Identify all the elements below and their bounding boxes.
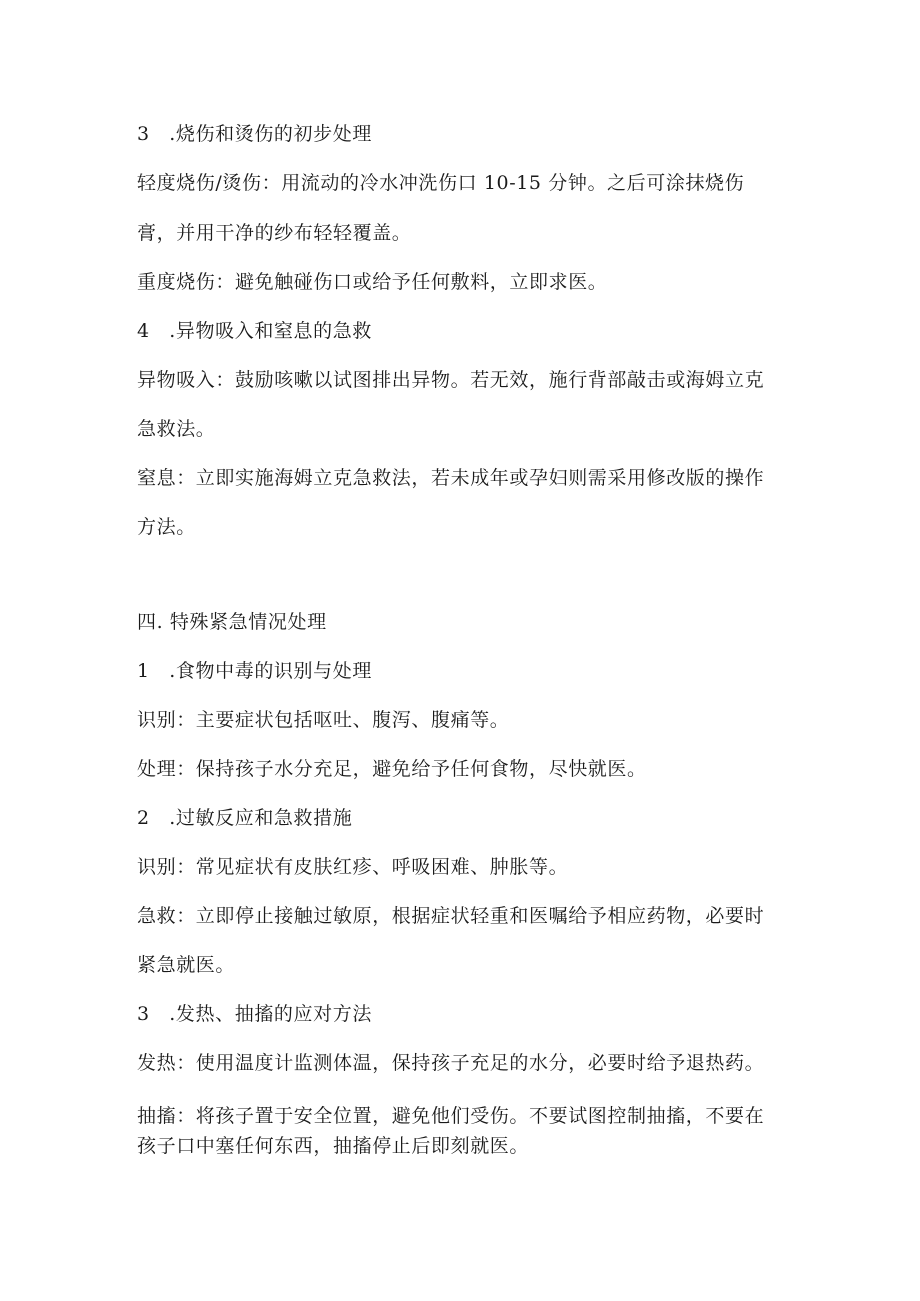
subheading-fever-seizure: 3 .发热、抽搐的应对方法 — [137, 1003, 372, 1025]
paragraph-line: 异物吸入：鼓励咳嗽以试图排出异物。若无效，施行背部敲击或海姆立克 — [137, 369, 765, 391]
subheading-burns: 3 .烧伤和烫伤的初步处理 — [137, 123, 372, 145]
paragraph-line: 轻度烧伤/烫伤：用流动的冷水冲洗伤口 10-15 分钟。之后可涂抹烧伤 — [137, 172, 745, 194]
paragraph-line: 识别：主要症状包括呕吐、腹泻、腹痛等。 — [137, 709, 510, 731]
subheading-food-poisoning: 1 .食物中毒的识别与处理 — [137, 660, 372, 682]
subheading-allergy: 2 .过敏反应和急救措施 — [137, 807, 353, 829]
section-heading: 四. 特殊紧急情况处理 — [137, 611, 327, 633]
paragraph-line: 抽搐：将孩子置于安全位置，避免他们受伤。不要试图控制抽搐，不要在 — [137, 1105, 765, 1127]
paragraph-line: 急救：立即停止接触过敏原，根据症状轻重和医嘱给予相应药物，必要时 — [137, 905, 765, 927]
paragraph-line: 膏，并用干净的纱布轻轻覆盖。 — [137, 222, 412, 244]
paragraph-line: 处理：保持孩子水分充足，避免给予任何食物，尽快就医。 — [137, 758, 647, 780]
paragraph-line: 窒息：立即实施海姆立克急救法，若未成年或孕妇则需采用修改版的操作 — [137, 467, 765, 489]
paragraph-line: 识别：常见症状有皮肤红疹、呼吸困难、肿胀等。 — [137, 856, 569, 878]
paragraph-line: 急救法。 — [137, 418, 216, 440]
subheading-choking: 4 .异物吸入和窒息的急救 — [137, 320, 372, 342]
paragraph-line: 发热：使用温度计监测体温，保持孩子充足的水分，必要时给予退热药。 — [137, 1052, 765, 1074]
paragraph-line: 紧急就医。 — [137, 954, 236, 976]
paragraph-line: 重度烧伤：避免触碰伤口或给予任何敷料，立即求医。 — [137, 271, 608, 293]
paragraph-line: 方法。 — [137, 516, 196, 538]
paragraph-line: 孩子口中塞任何东西，抽搐停止后即刻就医。 — [137, 1135, 530, 1157]
